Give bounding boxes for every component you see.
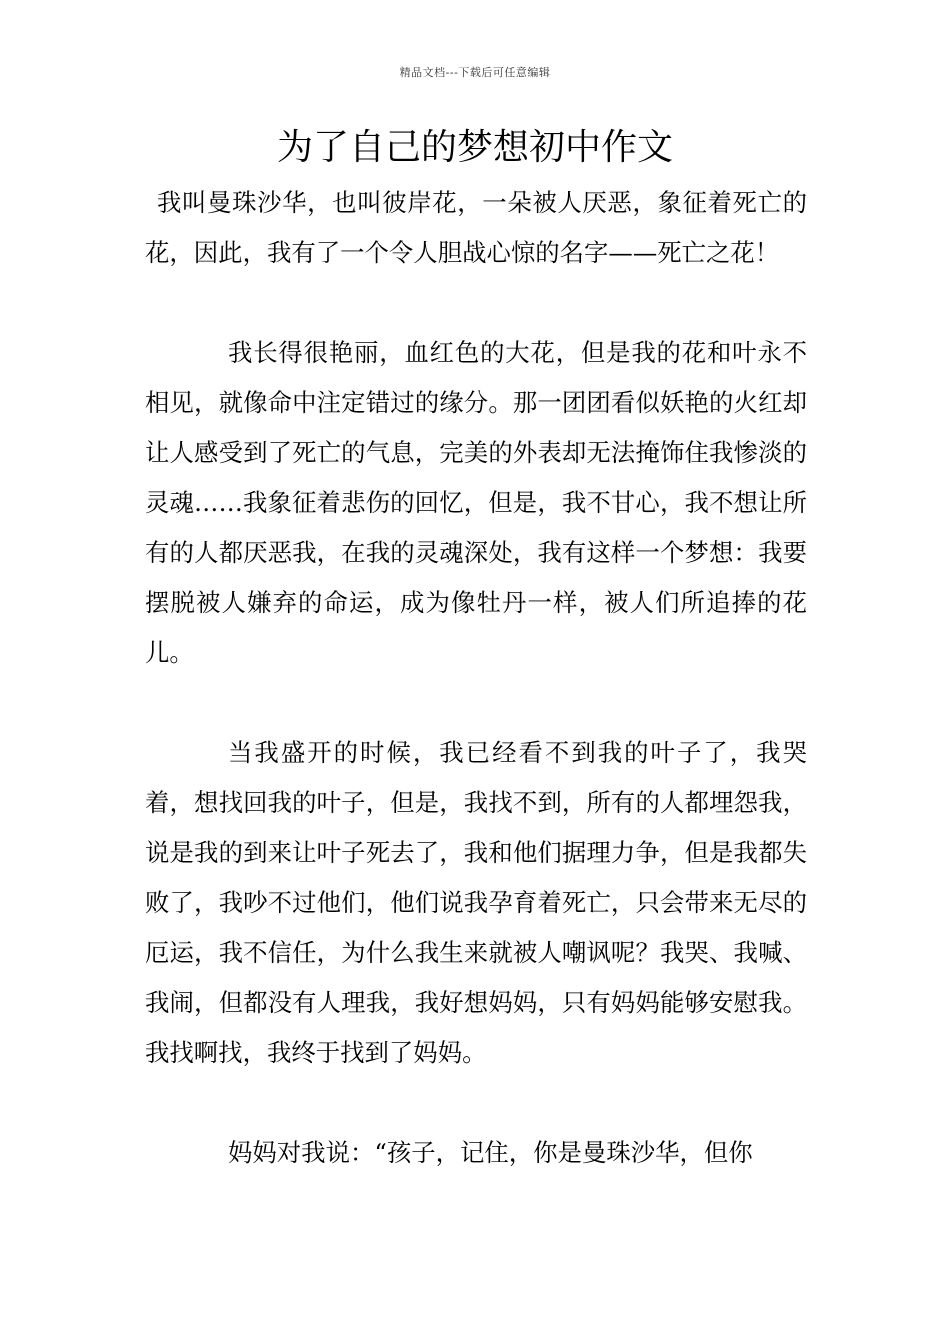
header-note: 精品文档---下载后可任意编辑 [399, 66, 551, 79]
paragraph-spacer [145, 678, 807, 728]
article-body [145, 178, 807, 1178]
paragraph-4: 妈妈对我说：“孩子，记住，你是曼珠沙华，但你 [228, 1138, 753, 1167]
paragraph-2: 我长得很艳丽，血红色的大花，但是我的花和叶永不相见，就像命中注定错过的缘分。那一团团看似妖艳的火红却让人感受到了死亡的气息，完美的外表却无法掩饰住我惨淡的灵魂……我象征着悲伤的回忆，但是，我不甘心，我不想让所有的人都厌恶我，在我的灵魂深处，我有这样一个梦想：我要摆脱被人嫌弃的命运，成为像牡丹一样，被人们所追捧的花儿。 [145, 338, 807, 667]
paragraph-3: 当我盛开的时候，我已经看不到我的叶子了，我哭着，想找回我的叶子，但是，我找不到，所有的人都埋怨我，说是我的到来让叶子死去了，我和他们据理力争，但是我都失败了，我吵不过他们，他们说我孕育着死亡，只会带来无尽的厄运，我不信任，为什么我生来就被人嘲讽呢？我哭、我喊、我闹，但都没有人理我，我好想妈妈，只有妈妈能够安慰我。我找啊找，我终于找到了妈妈。 [145, 738, 807, 1067]
paragraph-spacer [145, 278, 807, 328]
paragraph-1: 我叫曼珠沙华，也叫彼岸花，一朵被人厌恶，象征着死亡的花，因此，我有了一个令人胆战心惊的名字——死亡之花！ [145, 188, 807, 267]
paragraph-spacer [145, 1078, 807, 1128]
page-title: 为了自己的梦想初中作文 [276, 127, 673, 168]
